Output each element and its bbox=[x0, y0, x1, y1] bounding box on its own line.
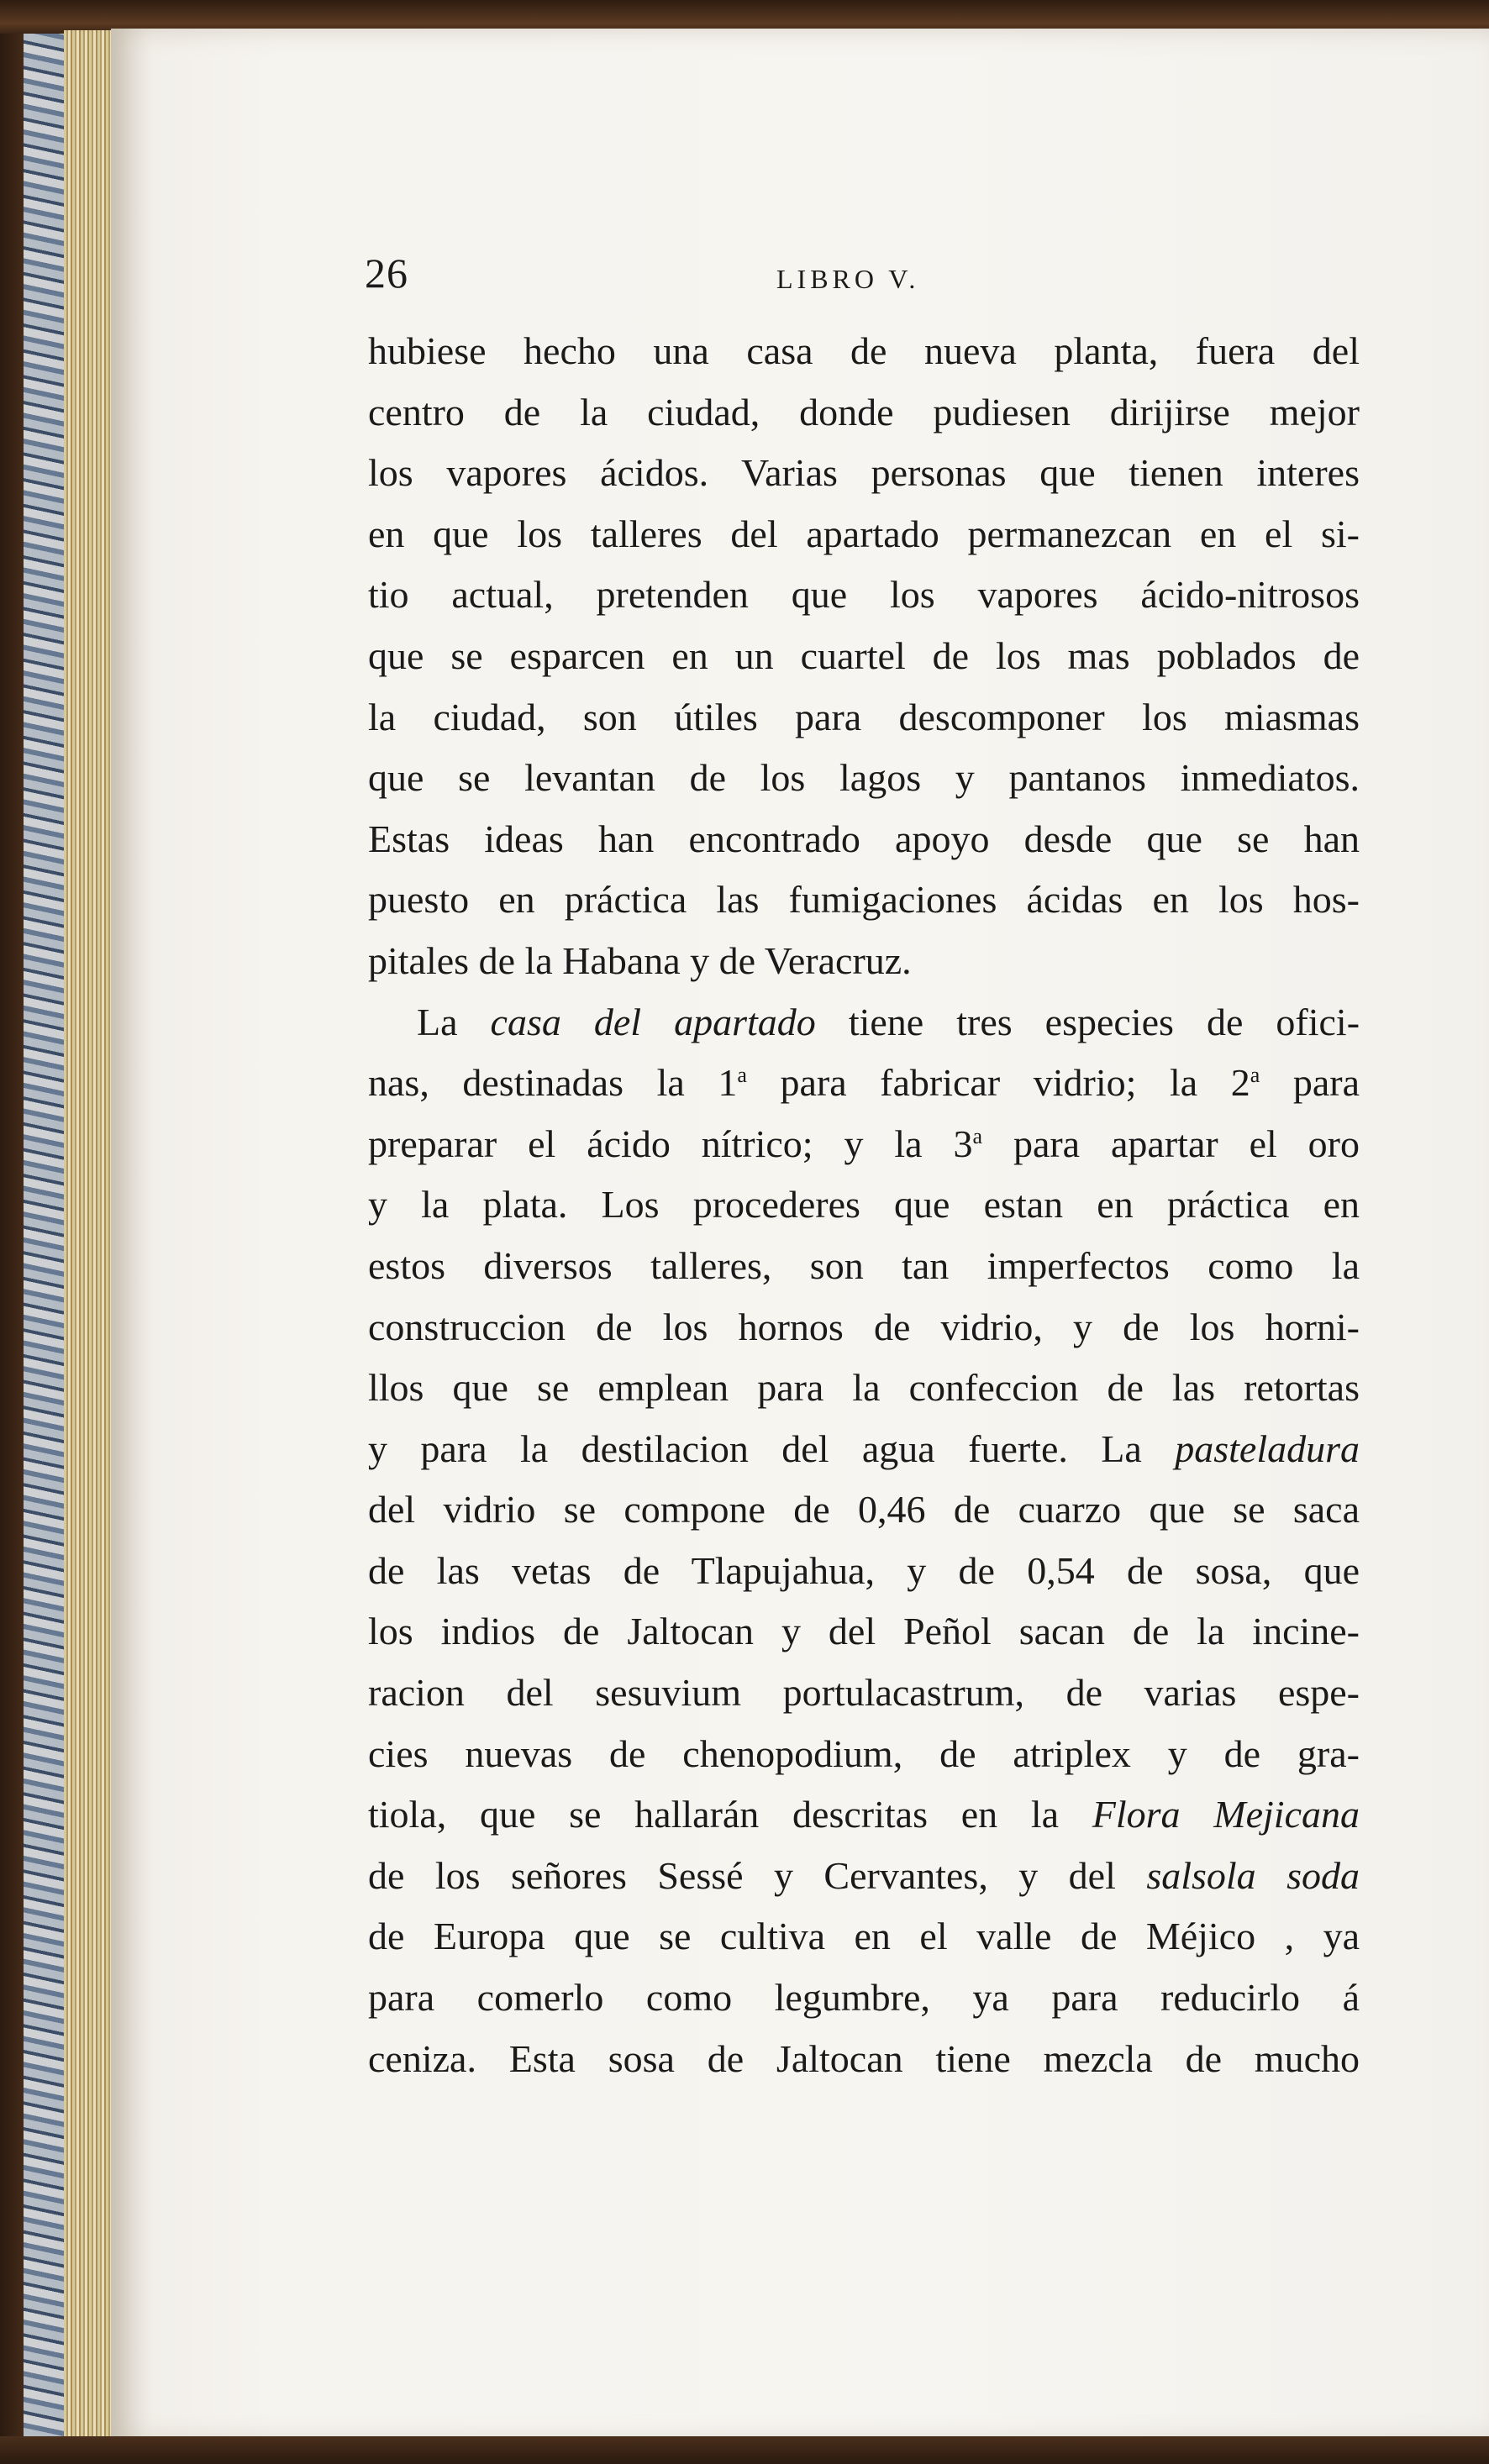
binding-bottom-edge bbox=[0, 2436, 1489, 2464]
text-line bbox=[368, 1419, 1360, 1480]
text-line bbox=[368, 1846, 1360, 1907]
text-span: para fabricar vidrio; la 2 bbox=[746, 1061, 1250, 1105]
text-span: y para la destilacion del agua fuerte. La bbox=[368, 1426, 1176, 1470]
text-line: para comerlo como legumbre, ya para reducirlo á bbox=[368, 1976, 1360, 2020]
text-line: llos que se emplean para la confeccion de las retortas bbox=[368, 1366, 1360, 1410]
text-line: del vidrio se compone de 0,46 de cuarzo que se saca bbox=[368, 1488, 1360, 1531]
text-span: La bbox=[417, 1000, 491, 1043]
ordinal-superscript: a bbox=[737, 1063, 747, 1088]
text-span: de los señores Sessé y Cervantes, y del bbox=[368, 1853, 1147, 1897]
text-line: tio actual, pretenden que los vapores ácido-nitrosos bbox=[368, 573, 1360, 617]
text-line: de Europa que se cultiva en el valle de Méjico , ya bbox=[368, 1915, 1360, 1958]
text-line: racion del sesuvium portulacastrum, de varias espe- bbox=[368, 1671, 1360, 1715]
italic-term: Flora Mejicana bbox=[1092, 1793, 1360, 1836]
text-line: Estas ideas han encontrado apoyo desde que se han bbox=[368, 817, 1360, 860]
text-line bbox=[368, 1053, 1360, 1114]
text-span: preparar el ácido nítrico; y la 3 bbox=[368, 1122, 973, 1165]
text-line: puesto en práctica las fumigaciones ácidas en los hos- bbox=[368, 878, 1360, 922]
text-span: tiola, que se hallarán descritas en la bbox=[368, 1793, 1092, 1836]
text-line: cies nuevas de chenopodium, de atriplex y de gra- bbox=[368, 1731, 1360, 1775]
text-line: estos diversos talleres, son tan imperfectos como la bbox=[368, 1243, 1360, 1287]
text-span: nas, destinadas la 1 bbox=[368, 1061, 738, 1105]
text-line: y la plata. Los procederes que estan en práctica en bbox=[368, 1183, 1360, 1227]
text-line bbox=[368, 992, 1360, 1053]
text-line: en que los talleres del apartado permanezcan en el si- bbox=[368, 512, 1360, 555]
text-line: que se esparcen en un cuartel de los mas poblados de bbox=[368, 633, 1360, 677]
italic-term: salsola soda bbox=[1146, 1853, 1360, 1897]
text-line: ceniza. Esta sosa de Jaltocan tiene mezcla de mucho bbox=[368, 2036, 1360, 2080]
italic-term: casa del apartado bbox=[490, 1000, 816, 1043]
page-edges bbox=[64, 30, 116, 2441]
text-line bbox=[368, 1784, 1360, 1846]
text-line: construccion de los hornos de vidrio, y de los horni- bbox=[368, 1305, 1360, 1348]
text-span: para bbox=[1260, 1061, 1360, 1105]
text-line: pitales de la Habana y de Veracruz. bbox=[368, 938, 912, 982]
text-line: hubiese hecho una casa de nueva planta, fuera del bbox=[368, 329, 1360, 372]
text-line: los vapores ácidos. Varias personas que tienen interes bbox=[368, 451, 1360, 495]
text-span: tiene tres especies de ofici- bbox=[815, 1000, 1360, 1043]
text-line: centro de la ciudad, donde pudiesen dirijirse mejor bbox=[368, 390, 1360, 433]
italic-term: pasteladura bbox=[1175, 1426, 1360, 1470]
running-head: LIBRO V. bbox=[776, 264, 920, 294]
text-line bbox=[368, 1114, 1360, 1175]
text-line: los indios de Jaltocan y del Peñol sacan de la incine- bbox=[368, 1610, 1360, 1653]
text-line: la ciudad, son útiles para descomponer los miasmas bbox=[368, 695, 1360, 738]
page-header bbox=[365, 249, 1365, 307]
text-line: de las vetas de Tlapujahua, y de 0,54 de sosa, que bbox=[368, 1548, 1360, 1592]
ordinal-superscript: a bbox=[1250, 1063, 1260, 1088]
text-line: que se levantan de los lagos y pantanos inmediatos. bbox=[368, 756, 1360, 800]
body-text bbox=[368, 321, 1360, 2089]
ordinal-superscript: a bbox=[972, 1123, 983, 1148]
text-span: para apartar el oro bbox=[982, 1122, 1360, 1165]
page-number: 26 bbox=[365, 250, 408, 297]
